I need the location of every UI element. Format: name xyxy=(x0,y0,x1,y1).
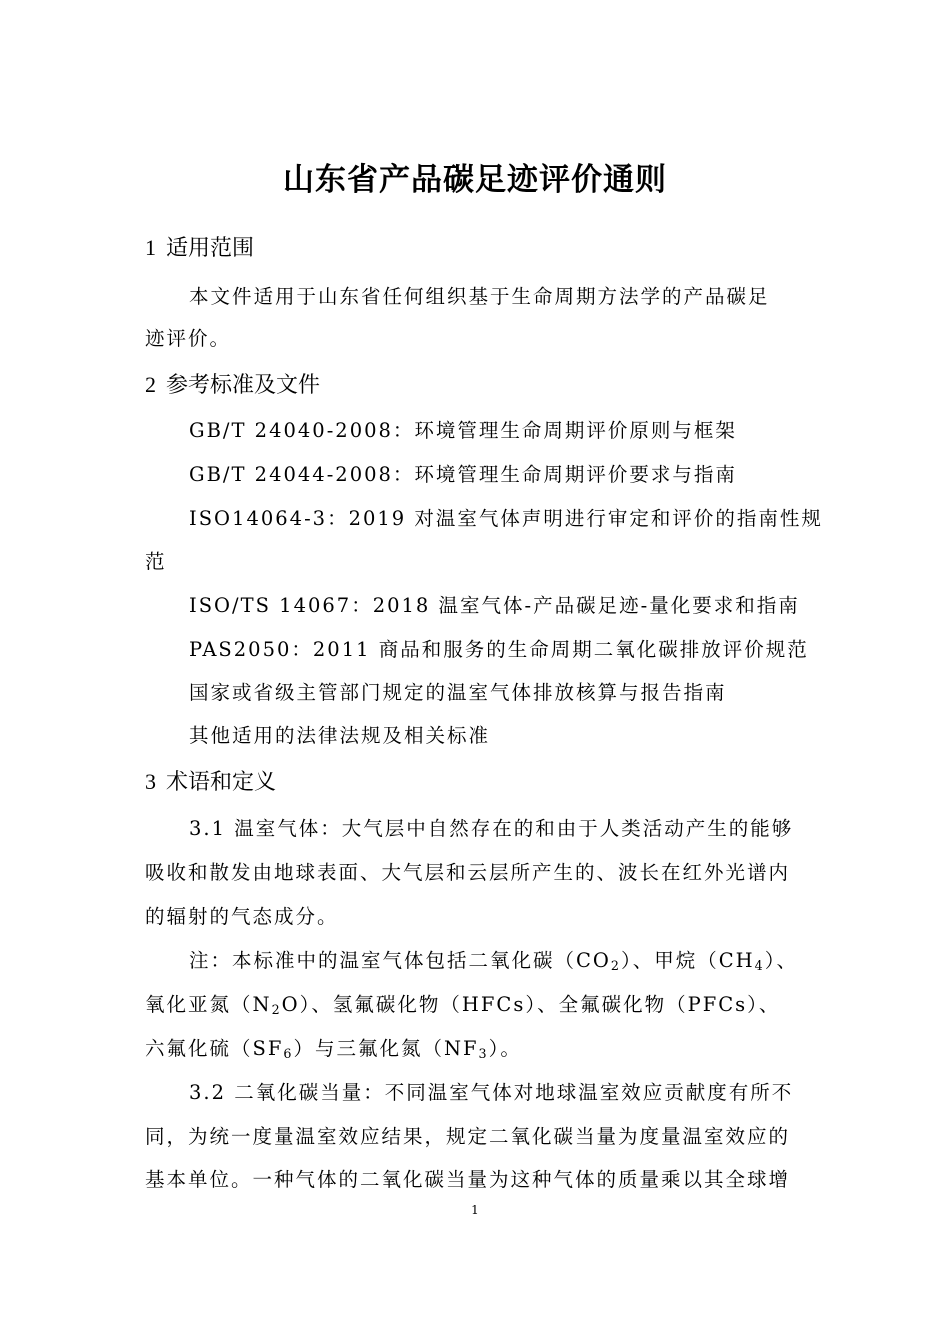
page-number: 1 xyxy=(471,1203,479,1217)
note-text: ）。 xyxy=(488,1037,522,1060)
section-title: 术语和定义 xyxy=(166,770,277,795)
note-text: 注：本标准中的温室气体包括二氧化碳（CO xyxy=(189,949,611,972)
reference-item: ISO/TS 14067：2018 温室气体-产品碳足迹-量化要求和指南 xyxy=(189,594,800,617)
definition-line: 3.2 二氧化碳当量：不同温室气体对地球温室效应贡献度有所不 xyxy=(189,1081,794,1104)
note-text: 六氟化硫（SF xyxy=(145,1037,284,1060)
reference-item: GB/T 24044-2008：环境管理生命周期评价要求与指南 xyxy=(189,463,737,486)
reference-item: 国家或省级主管部门规定的温室气体排放核算与报告指南 xyxy=(189,681,727,704)
subscript: 2 xyxy=(610,958,621,974)
subscript: 6 xyxy=(283,1046,294,1062)
reference-item: PAS2050：2011 商品和服务的生命周期二氧化碳排放评价规范 xyxy=(189,638,809,661)
note-text: ）、甲烷（CH xyxy=(620,949,755,972)
definition-line: 3.1 温室气体：大气层中自然存在的和由于人类活动产生的能够 xyxy=(189,817,794,840)
definition-line: 的辐射的气态成分。 xyxy=(145,905,339,928)
section-2-heading xyxy=(145,368,320,399)
section-number: 2 xyxy=(145,372,156,397)
paragraph-line: 本文件适用于山东省任何组织基于生命周期方法学的产品碳足 xyxy=(189,285,770,308)
section-number: 1 xyxy=(145,235,156,260)
section-1-heading xyxy=(145,231,254,262)
section-title: 参考标准及文件 xyxy=(166,373,321,398)
section-title: 适用范围 xyxy=(166,236,255,261)
section-number: 3 xyxy=(145,769,156,794)
note-text: 氧化亚氮（N xyxy=(145,993,272,1016)
note-text: O）、氢氟碳化物（HFCs）、全氟碳化物（PFCs）、 xyxy=(281,993,781,1016)
reference-item: 其他适用的法律法规及相关标准 xyxy=(189,724,491,747)
note-line xyxy=(189,945,798,973)
subscript: 3 xyxy=(478,1046,489,1062)
note-text: ）与三氟化氮（NF xyxy=(293,1037,479,1060)
reference-item: GB/T 24040-2008：环境管理生命周期评价原则与框架 xyxy=(189,419,737,442)
reference-item-continuation: 范 xyxy=(145,550,167,573)
document-title: 山东省产品碳足迹评价通则 xyxy=(283,162,667,198)
definition-line: 基本单位。一种气体的二氧化碳当量为这种气体的质量乘以其全球增 xyxy=(145,1168,791,1191)
note-text: ）、 xyxy=(764,949,798,972)
definition-line: 吸收和散发由地球表面、大气层和云层所产生的、波长在红外光谱内 xyxy=(145,861,791,884)
subscript: 2 xyxy=(271,1002,282,1018)
reference-item: ISO14064-3：2019 对温室气体声明进行审定和评价的指南性规 xyxy=(189,507,823,530)
definition-line: 同，为统一度量温室效应结果，规定二氧化碳当量为度量温室效应的 xyxy=(145,1125,791,1148)
paragraph-line: 迹评价。 xyxy=(145,327,232,350)
note-line xyxy=(145,1033,522,1061)
note-line xyxy=(145,989,780,1017)
section-3-heading xyxy=(145,765,276,796)
subscript: 4 xyxy=(754,958,765,974)
